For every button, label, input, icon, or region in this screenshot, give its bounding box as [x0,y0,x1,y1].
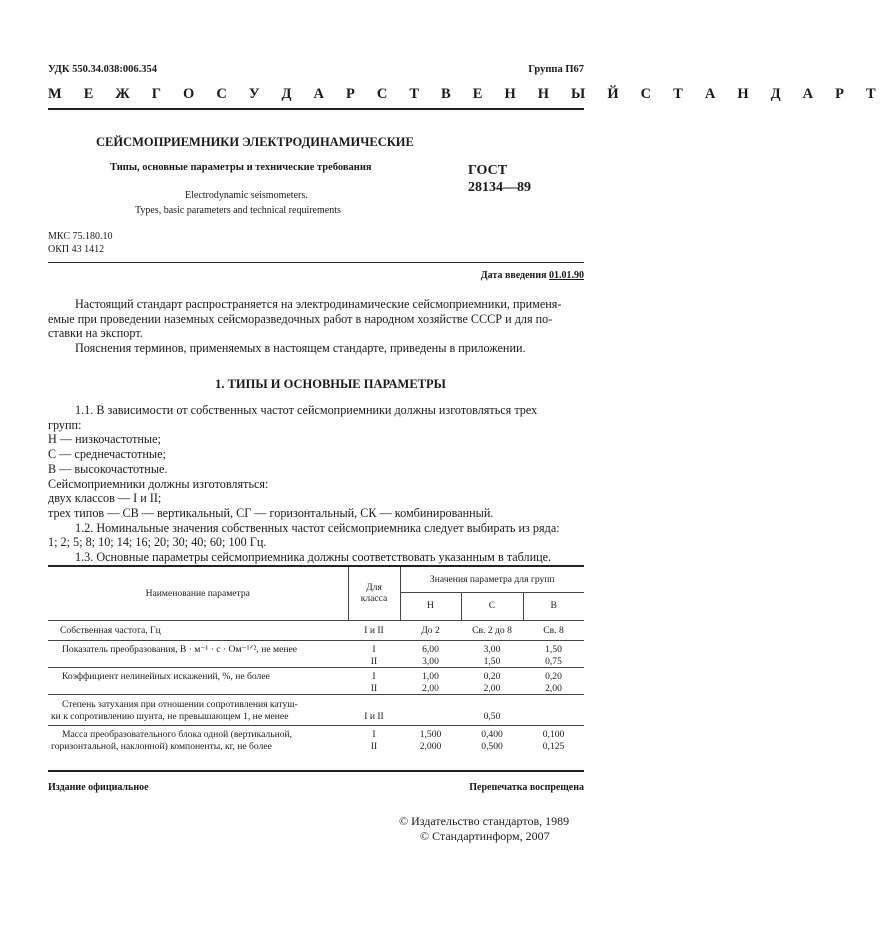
value-s: Св. 2 до 8 [472,624,512,636]
class-2: II [370,682,378,694]
value-v: Св. 8 [543,624,564,636]
copyright-2007: © Стандартинформ, 2007 [420,829,550,843]
section-line: 1.2. Номинальные значения собственных частот сейсмоприемника следует выбирать из ряда: [75,520,560,535]
gost-label: ГОСТ [468,163,508,178]
param-name-line2: горизонтальной, наклонной) компоненты, кг, не более [51,740,272,752]
section-line: 1.1. В зависимости от собственных частот сейсмоприемники должны изготовляться трех [75,403,538,417]
table-row [48,620,584,641]
section-line: Сейсмоприемники должны изготовляться: [48,476,269,491]
standard-type: М Е Ж Г О С У Д А Р С Т В Е Н Н Ы Й С Т А Н Д А Р Т [48,86,885,102]
english-title-line2: Types, basic parameters and technical requirements [135,205,341,216]
value-v [523,641,584,668]
header-values: Значения параметра для групп [400,566,584,592]
value-class-2: 1,50 [483,655,501,667]
header-class-line1: Для [366,581,382,593]
intro-line: Настоящий стандарт распространяется на электродинамические сейсмоприемники, применя- [75,297,562,311]
value-class-1: 0,100 [542,729,565,740]
table-row [48,641,584,668]
section-line: трех типов — СВ — вертикальный, СГ — горизонтальный, СК — комбинированный. [48,505,494,520]
class-1: I [372,644,376,655]
section-body [48,403,588,565]
mks-code: МКС 75.180.10 [48,231,113,242]
parameters-table [48,565,584,756]
param-name-line1: Масса преобразовательного блока одной (вертикальной, [62,729,293,740]
intro-date-label: Дата введения [480,270,547,281]
param-name [48,695,348,726]
value-h: До 2 [421,624,440,636]
header-rule [48,108,584,110]
section-line: двух классов — I и II; [48,491,162,506]
codes-rule [48,262,584,263]
value-class-2: 2,00 [422,682,439,694]
reprint-forbidden: Перепечатка воспрещена [469,782,584,793]
param-name: Коэффициент нелинейных искажений, %, не более [48,668,348,695]
class-value [348,726,400,757]
value-s [461,726,523,757]
value-class-1: 1,500 [419,729,442,740]
value-v [523,726,584,757]
class-value: I и II [348,695,400,726]
header-group-v: В [523,592,584,620]
section-line: 1; 2; 5; 8; 10; 14; 16; 20; 30; 40; 60; 100 Гц. [48,535,267,550]
english-title-line1: Electrodynamic seismometers. [185,190,308,201]
value-class-2: 3,00 [422,655,439,667]
value-class-2: 2,00 [545,682,562,694]
value-h [400,641,461,668]
class-1: I [372,729,376,740]
value-v [523,668,584,695]
value-class-2: 2,000 [419,740,442,752]
intro-text [48,297,588,356]
section-line: групп: [48,417,82,432]
value-all: 0,50 [400,695,584,726]
class-2: II [370,740,378,752]
table-row [48,668,584,695]
copyright-1989: © Издательство стандартов, 1989 [399,814,570,828]
gost-number: 28134—89 [468,180,531,195]
value-class-1: 1,50 [545,644,562,655]
class-value: I и II [364,624,384,636]
intro-line: емые при проведении наземных сейсморазведочных работ в народном хозяйстве СССР и для по- [48,311,553,326]
param-name-line1: Степень затухания при отношении сопротивления катуш- [62,699,298,710]
value-class-2: 2,00 [483,682,501,694]
param-name-line2: ки к сопротивлению шунта, не превышающем 1, не менее [51,710,289,722]
intro-date-value: 01.01.90 [549,270,584,281]
value-class-2: 0,125 [542,740,565,752]
table-row [48,726,584,757]
class-1: I [372,671,376,682]
section-line: С — среднечастотные; [48,447,166,462]
intro-line: ставки на экспорт. [48,326,143,341]
param-name [48,726,348,757]
doc-title: СЕЙСМОПРИЕМНИКИ ЭЛЕКТРОДИНАМИЧЕСКИЕ [96,135,414,149]
value-s [461,668,523,695]
class-2: II [370,655,378,667]
class-value [348,668,400,695]
value-class-1: 3,00 [483,644,501,655]
value-class-1: 0,20 [483,671,501,682]
header-group-h: Н [400,592,461,620]
value-class-2: 0,75 [545,655,562,667]
table-row [48,695,584,726]
intro-date [481,270,584,281]
value-h [400,668,461,695]
section-line: В — высокочастотные. [48,461,168,476]
edition-official: Издание официальное [48,782,149,793]
section-heading: 1. ТИПЫ И ОСНОВНЫЕ ПАРАМЕТРЫ [215,377,446,391]
value-class-1: 0,400 [481,729,503,740]
header-class [348,566,400,620]
class-value [348,641,400,668]
header-class-line2: класса [360,593,388,605]
header-param: Наименование параметра [48,566,348,620]
param-name: Собственная частота, Гц [60,624,161,636]
group-code: Группа П67 [528,64,584,75]
table-bottom-rule [48,770,584,772]
value-class-1: 0,20 [545,671,562,682]
param-name: Показатель преобразования, В · м⁻¹ · с · Ом⁻¹ᐟ², не менее [48,641,348,668]
value-class-1: 6,00 [422,644,439,655]
udk-code: УДК 550.34.038:006.354 [48,64,157,75]
value-s [461,641,523,668]
intro-line: Пояснения терминов, применяемых в настоящем стандарте, приведены в приложении. [75,341,526,356]
doc-subtitle: Типы, основные параметры и технические требования [110,162,372,173]
section-line: Н — низкочастотные; [48,432,161,447]
value-class-1: 1,00 [422,671,439,682]
okp-code: ОКП 43 1412 [48,244,105,255]
value-h [400,726,461,757]
value-class-2: 0,500 [481,740,503,752]
header-group-s: С [461,592,523,620]
section-line: 1.3. Основные параметры сейсмоприемника должны соответствовать указанным в таблице. [75,550,552,565]
